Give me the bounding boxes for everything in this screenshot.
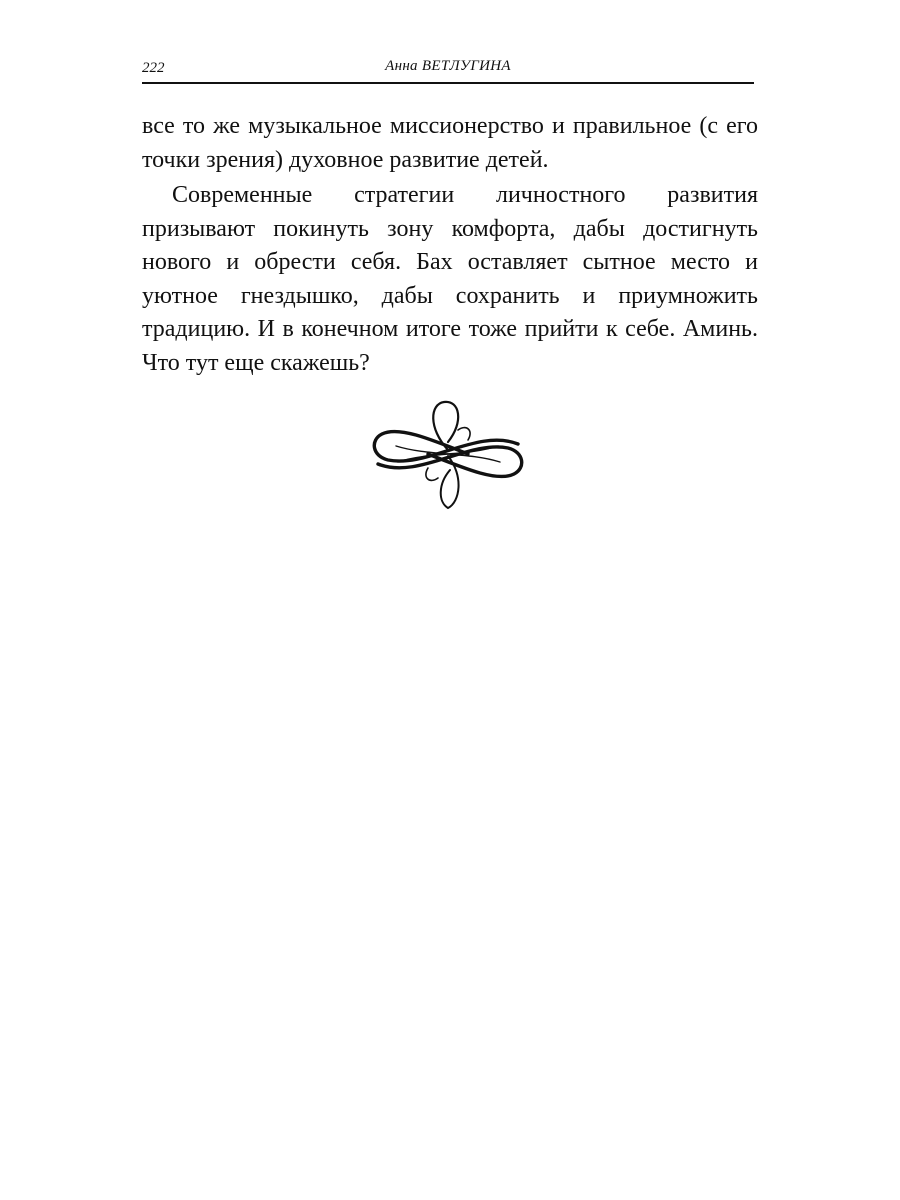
page-number: 222 xyxy=(142,60,165,76)
flourish-ornament-icon xyxy=(368,398,528,510)
paragraph-continuation: все то же музыкальное миссионерство и правильное (с его точки зрения) духовное развитие детей. xyxy=(142,113,758,173)
running-head xyxy=(142,58,754,82)
header-rule xyxy=(142,82,754,84)
paragraph: Современные стратегии личностного развития призывают покинуть зону комфорта, дабы достигнуть нового и обрести себя. Бах оставляет сытное место и уютное гнездышко, дабы сохранить и приумножить традицию. И в конечном итоге тоже прийти к себе. Аминь. Что тут еще скажешь? xyxy=(142,182,758,376)
running-head-author: Анна ВЕТЛУГИНА xyxy=(385,58,511,74)
body-text xyxy=(142,110,758,380)
